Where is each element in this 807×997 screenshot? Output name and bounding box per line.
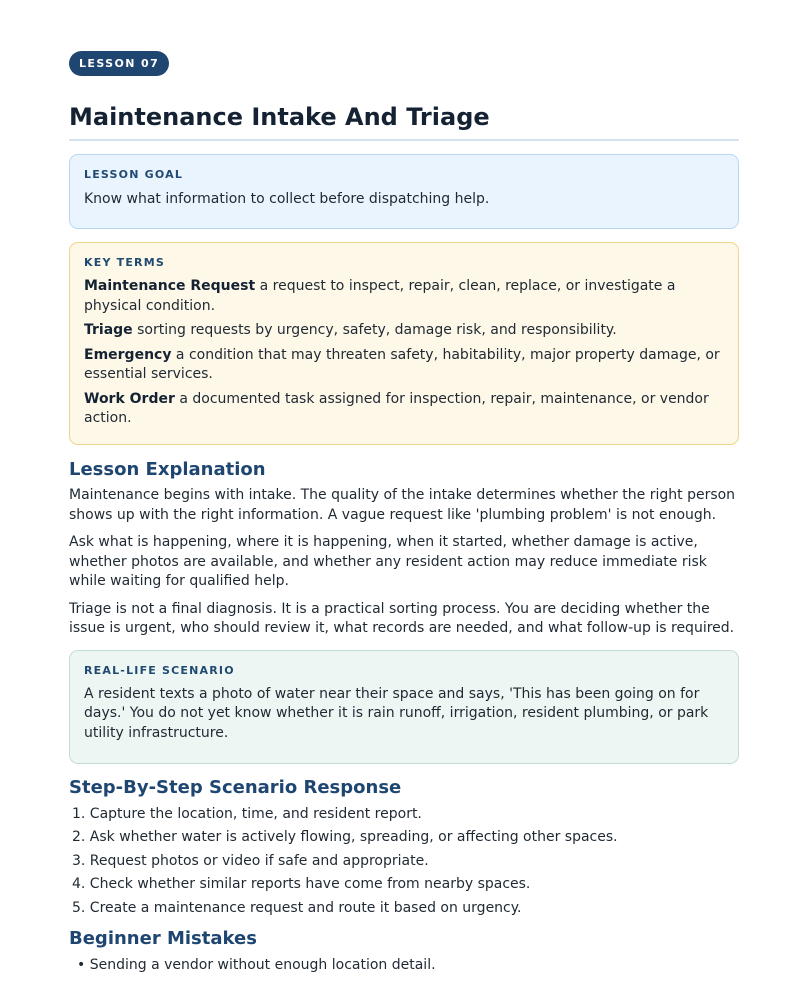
key-term-name: Work Order: [84, 390, 175, 407]
scenario-text: A resident texts a photo of water near their space and says, 'This has been going on for days.' You do not yet know whether it is rain runoff, irrigation, resident plumbing, or park utility infrastructure.: [84, 685, 709, 741]
step-item: 3. Request photos or video if safe and appropriate.: [72, 852, 429, 869]
key-term-definition: a documented task assigned for inspection, repair, maintenance, or vendor action.: [84, 390, 709, 426]
key-term-item: [84, 346, 724, 385]
mistakes-list: [69, 954, 739, 977]
key-term-name: Emergency: [84, 346, 172, 363]
scenario-steps-list: [69, 803, 739, 921]
lesson-page: [69, 51, 739, 977]
key-term-name: Triage: [84, 322, 133, 338]
mistake-item: • Sending a vendor without enough location detail.: [77, 957, 436, 973]
key-term-definition: a condition that may threaten safety, habitability, major property damage, or essential services.: [84, 346, 720, 382]
explanation-paragraph: Triage is not a final diagnosis. It is a practical sorting process. You are deciding whether the issue is urgent, who should review it, what records are needed, and what follow-up is required.: [69, 600, 735, 636]
step-item: 2. Ask whether water is actively flowing, spreading, or affecting other spaces.: [72, 829, 618, 845]
step-item: 5. Create a maintenance request and route it based on urgency.: [72, 899, 522, 916]
key-terms-box: [69, 242, 739, 445]
explanation-paragraph: Ask what is happening, where it is happening, when it started, whether damage is active, whether photos are available, and whether any resident action may reduce immediate risk while waiting for qualified help.: [69, 534, 707, 589]
lesson-explanation-heading: Lesson Explanation: [69, 459, 266, 480]
beginner-mistakes-heading: Beginner Mistakes: [69, 928, 257, 949]
page-title: Maintenance Intake And Triage: [69, 103, 490, 131]
title-divider: [69, 139, 739, 141]
key-term-definition: a request to inspect, repair, clean, replace, or investigate a physical condition.: [84, 278, 676, 314]
lesson-goal-label: LESSON GOAL: [84, 168, 184, 181]
scenario-label: REAL-LIFE SCENARIO: [84, 663, 235, 677]
key-term-item: [84, 277, 724, 316]
lesson-explanation-section: [69, 458, 739, 639]
lesson-badge: LESSON 07: [69, 51, 169, 76]
step-item: 4. Check whether similar reports have come from nearby spaces.: [72, 876, 531, 892]
key-term-item: [84, 321, 724, 341]
lesson-explanation-body: [69, 486, 739, 639]
explanation-paragraph: Maintenance begins with intake. The quality of the intake determines whether the right person shows up with the right information. A vague request like 'plumbing problem' is not enough.: [69, 487, 736, 523]
scenario-response-section: [69, 776, 739, 921]
real-life-scenario-box: [69, 650, 739, 764]
lesson-goal-text: Know what information to collect before dispatching help.: [84, 191, 490, 207]
key-term-definition: sorting requests by urgency, safety, damage risk, and responsibility.: [132, 322, 617, 338]
key-term-item: [84, 390, 724, 429]
scenario-response-heading: Step-By-Step Scenario Response: [69, 776, 402, 798]
lesson-goal-box: [69, 154, 739, 229]
beginner-mistakes-section: [69, 927, 739, 977]
step-item: 1. Capture the location, time, and resident report.: [72, 805, 422, 822]
key-term-name: Maintenance Request: [84, 278, 256, 294]
key-terms-label: KEY TERMS: [84, 256, 165, 269]
